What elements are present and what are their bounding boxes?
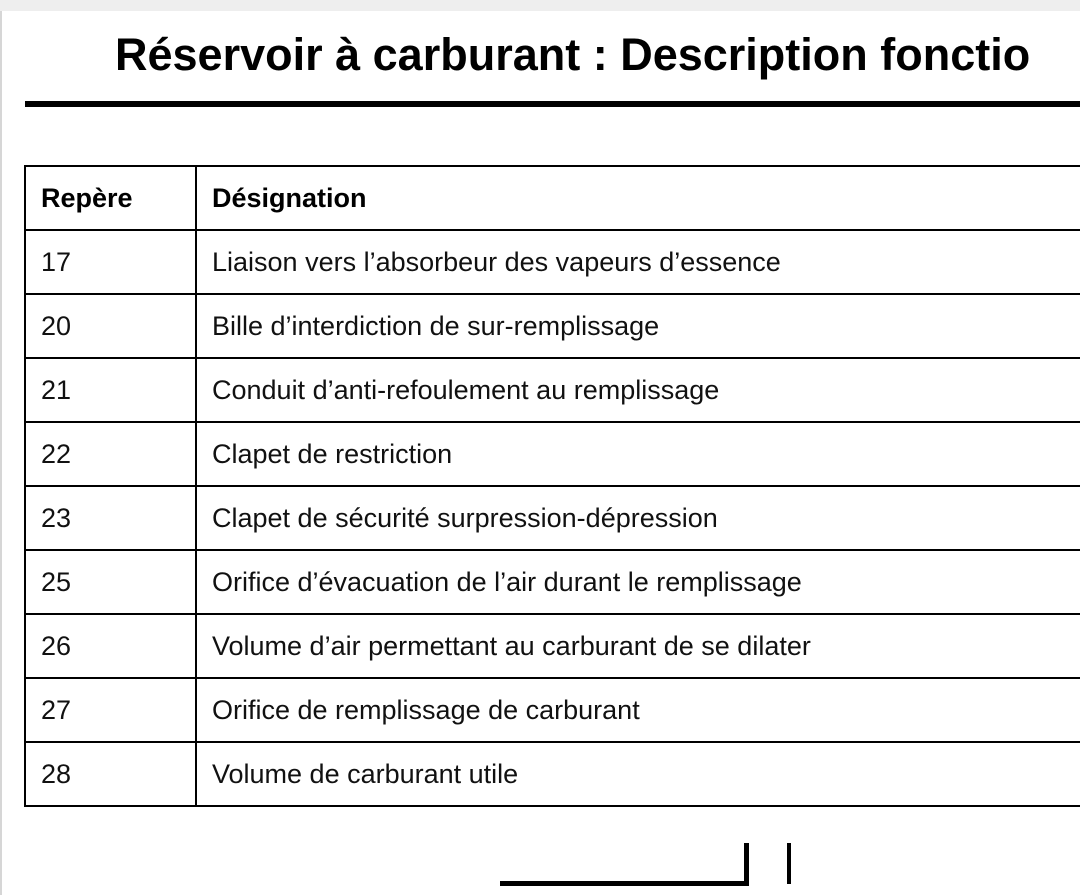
- designation-cell: Orifice d’évacuation de l’air durant le remplissage: [196, 550, 1080, 614]
- table-row: [25, 486, 1080, 550]
- bottom-mark-horizontal: [500, 881, 749, 886]
- repere-cell: 28: [25, 742, 196, 806]
- repere-cell: 25: [25, 550, 196, 614]
- designation-cell: Orifice de remplissage de carburant: [196, 678, 1080, 742]
- designation-cell: Volume de carburant utile: [196, 742, 1080, 806]
- table-row: [25, 614, 1080, 678]
- column-header-repere: Repère: [25, 166, 196, 230]
- table-header-row: [25, 166, 1080, 230]
- designation-cell: Bille d’interdiction de sur-remplissage: [196, 294, 1080, 358]
- table-row: [25, 550, 1080, 614]
- repere-cell: 27: [25, 678, 196, 742]
- table-row: [25, 742, 1080, 806]
- designation-cell: Clapet de sécurité surpression-dépression: [196, 486, 1080, 550]
- repere-cell: 21: [25, 358, 196, 422]
- page-title: Réservoir à carburant : Description fonctio: [115, 29, 1031, 80]
- table-row: [25, 358, 1080, 422]
- repere-cell: 17: [25, 230, 196, 294]
- bottom-mark-vertical-right: [787, 843, 791, 884]
- repere-cell: 26: [25, 614, 196, 678]
- designation-cell: Conduit d’anti-refoulement au remplissage: [196, 358, 1080, 422]
- table-row: [25, 294, 1080, 358]
- table-row: [25, 422, 1080, 486]
- repere-cell: 22: [25, 422, 196, 486]
- viewer-top-strip: [0, 0, 1080, 11]
- designation-cell: Clapet de restriction: [196, 422, 1080, 486]
- bottom-mark-vertical: [744, 843, 749, 886]
- table-row: [25, 230, 1080, 294]
- title-underline: [25, 101, 1080, 107]
- designation-cell: Volume d’air permettant au carburant de se dilater: [196, 614, 1080, 678]
- table-row: [25, 678, 1080, 742]
- repere-cell: 23: [25, 486, 196, 550]
- page-left-edge: [0, 11, 2, 895]
- parts-table: [24, 165, 1080, 807]
- repere-cell: 20: [25, 294, 196, 358]
- designation-cell: Liaison vers l’absorbeur des vapeurs d’essence: [196, 230, 1080, 294]
- column-header-designation: Désignation: [196, 166, 1080, 230]
